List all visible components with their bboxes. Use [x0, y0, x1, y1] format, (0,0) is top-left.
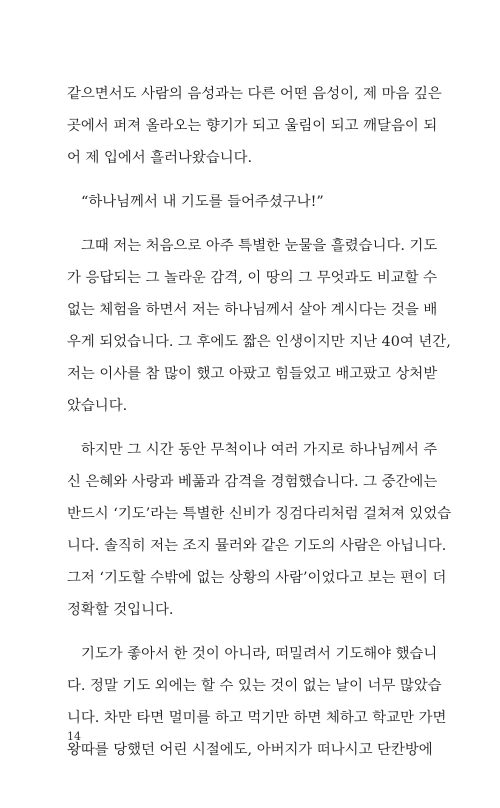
text-line: “하나님께서 내 기도를 들어주셨구나!” [81, 194, 324, 210]
body-text [67, 78, 452, 766]
paragraph-2-quote [67, 186, 403, 218]
text-line: 정확할 것입니다. [67, 602, 174, 618]
text-line: 저는 이사를 참 많이 했고 아팠고 힘들었고 배고팠고 상처받 [67, 366, 438, 382]
text-line: 하지만 그 시간 동안 무척이나 여러 가지로 하나님께서 주 [81, 442, 438, 458]
text-line: 우게 되었습니다. 그 후에도 짧은 인생이지만 지난 40여 년간, [67, 334, 451, 350]
text-line: 신 은혜와 사랑과 베풂과 감격을 경험했습니다. 그 중간에는 [67, 474, 438, 490]
text-line: 니다. 차만 타면 멀미를 하고 먹기만 하면 체하고 학교만 가면 [67, 710, 447, 726]
text-line: 곳에서 퍼져 올라오는 향기가 되고 울림이 되고 깨달음이 되 [67, 118, 438, 134]
text-line: 같으면서도 사람의 음성과는 다른 어떤 음성이, 제 마음 깊은 [67, 86, 442, 102]
text-line: 가 응답되는 그 놀라운 감격, 이 땅의 그 무엇과도 비교할 수 [67, 270, 438, 286]
text-line: 았습니다. [67, 398, 128, 414]
paragraph-1 [67, 78, 442, 174]
paragraph-4 [67, 434, 452, 626]
text-line: 기도가 좋아서 한 것이 아니라, 떠밀려서 기도해야 했습니 [81, 646, 438, 662]
text-line: 어 제 입에서 흘러나왔습니다. [67, 150, 253, 166]
text-line: 그저 ‘기도할 수밖에 없는 상황의 사람’이었다고 보는 편이 더 [67, 570, 447, 586]
text-line: 없는 체험을 하면서 저는 하나님께서 살아 계시다는 것을 배 [67, 302, 438, 318]
text-line: 반드시 ‘기도’라는 특별한 신비가 징검다리처럼 걸쳐져 있었습 [67, 506, 452, 522]
paragraph-5 [67, 638, 447, 766]
text-line: 다. 정말 기도 외에는 할 수 있는 것이 없는 날이 너무 많았습 [67, 678, 442, 694]
page-number: 14 [67, 730, 81, 743]
text-line: 그때 저는 처음으로 아주 특별한 눈물을 흘렸습니다. 기도 [81, 238, 438, 254]
paragraph-3 [67, 230, 451, 422]
text-line: 왕따를 당했던 어린 시절에도, 아버지가 떠나시고 단칸방에 [67, 742, 433, 758]
text-line: 니다. 솔직히 저는 조지 뮬러와 같은 기도의 사람은 아닙니다. [67, 538, 447, 554]
